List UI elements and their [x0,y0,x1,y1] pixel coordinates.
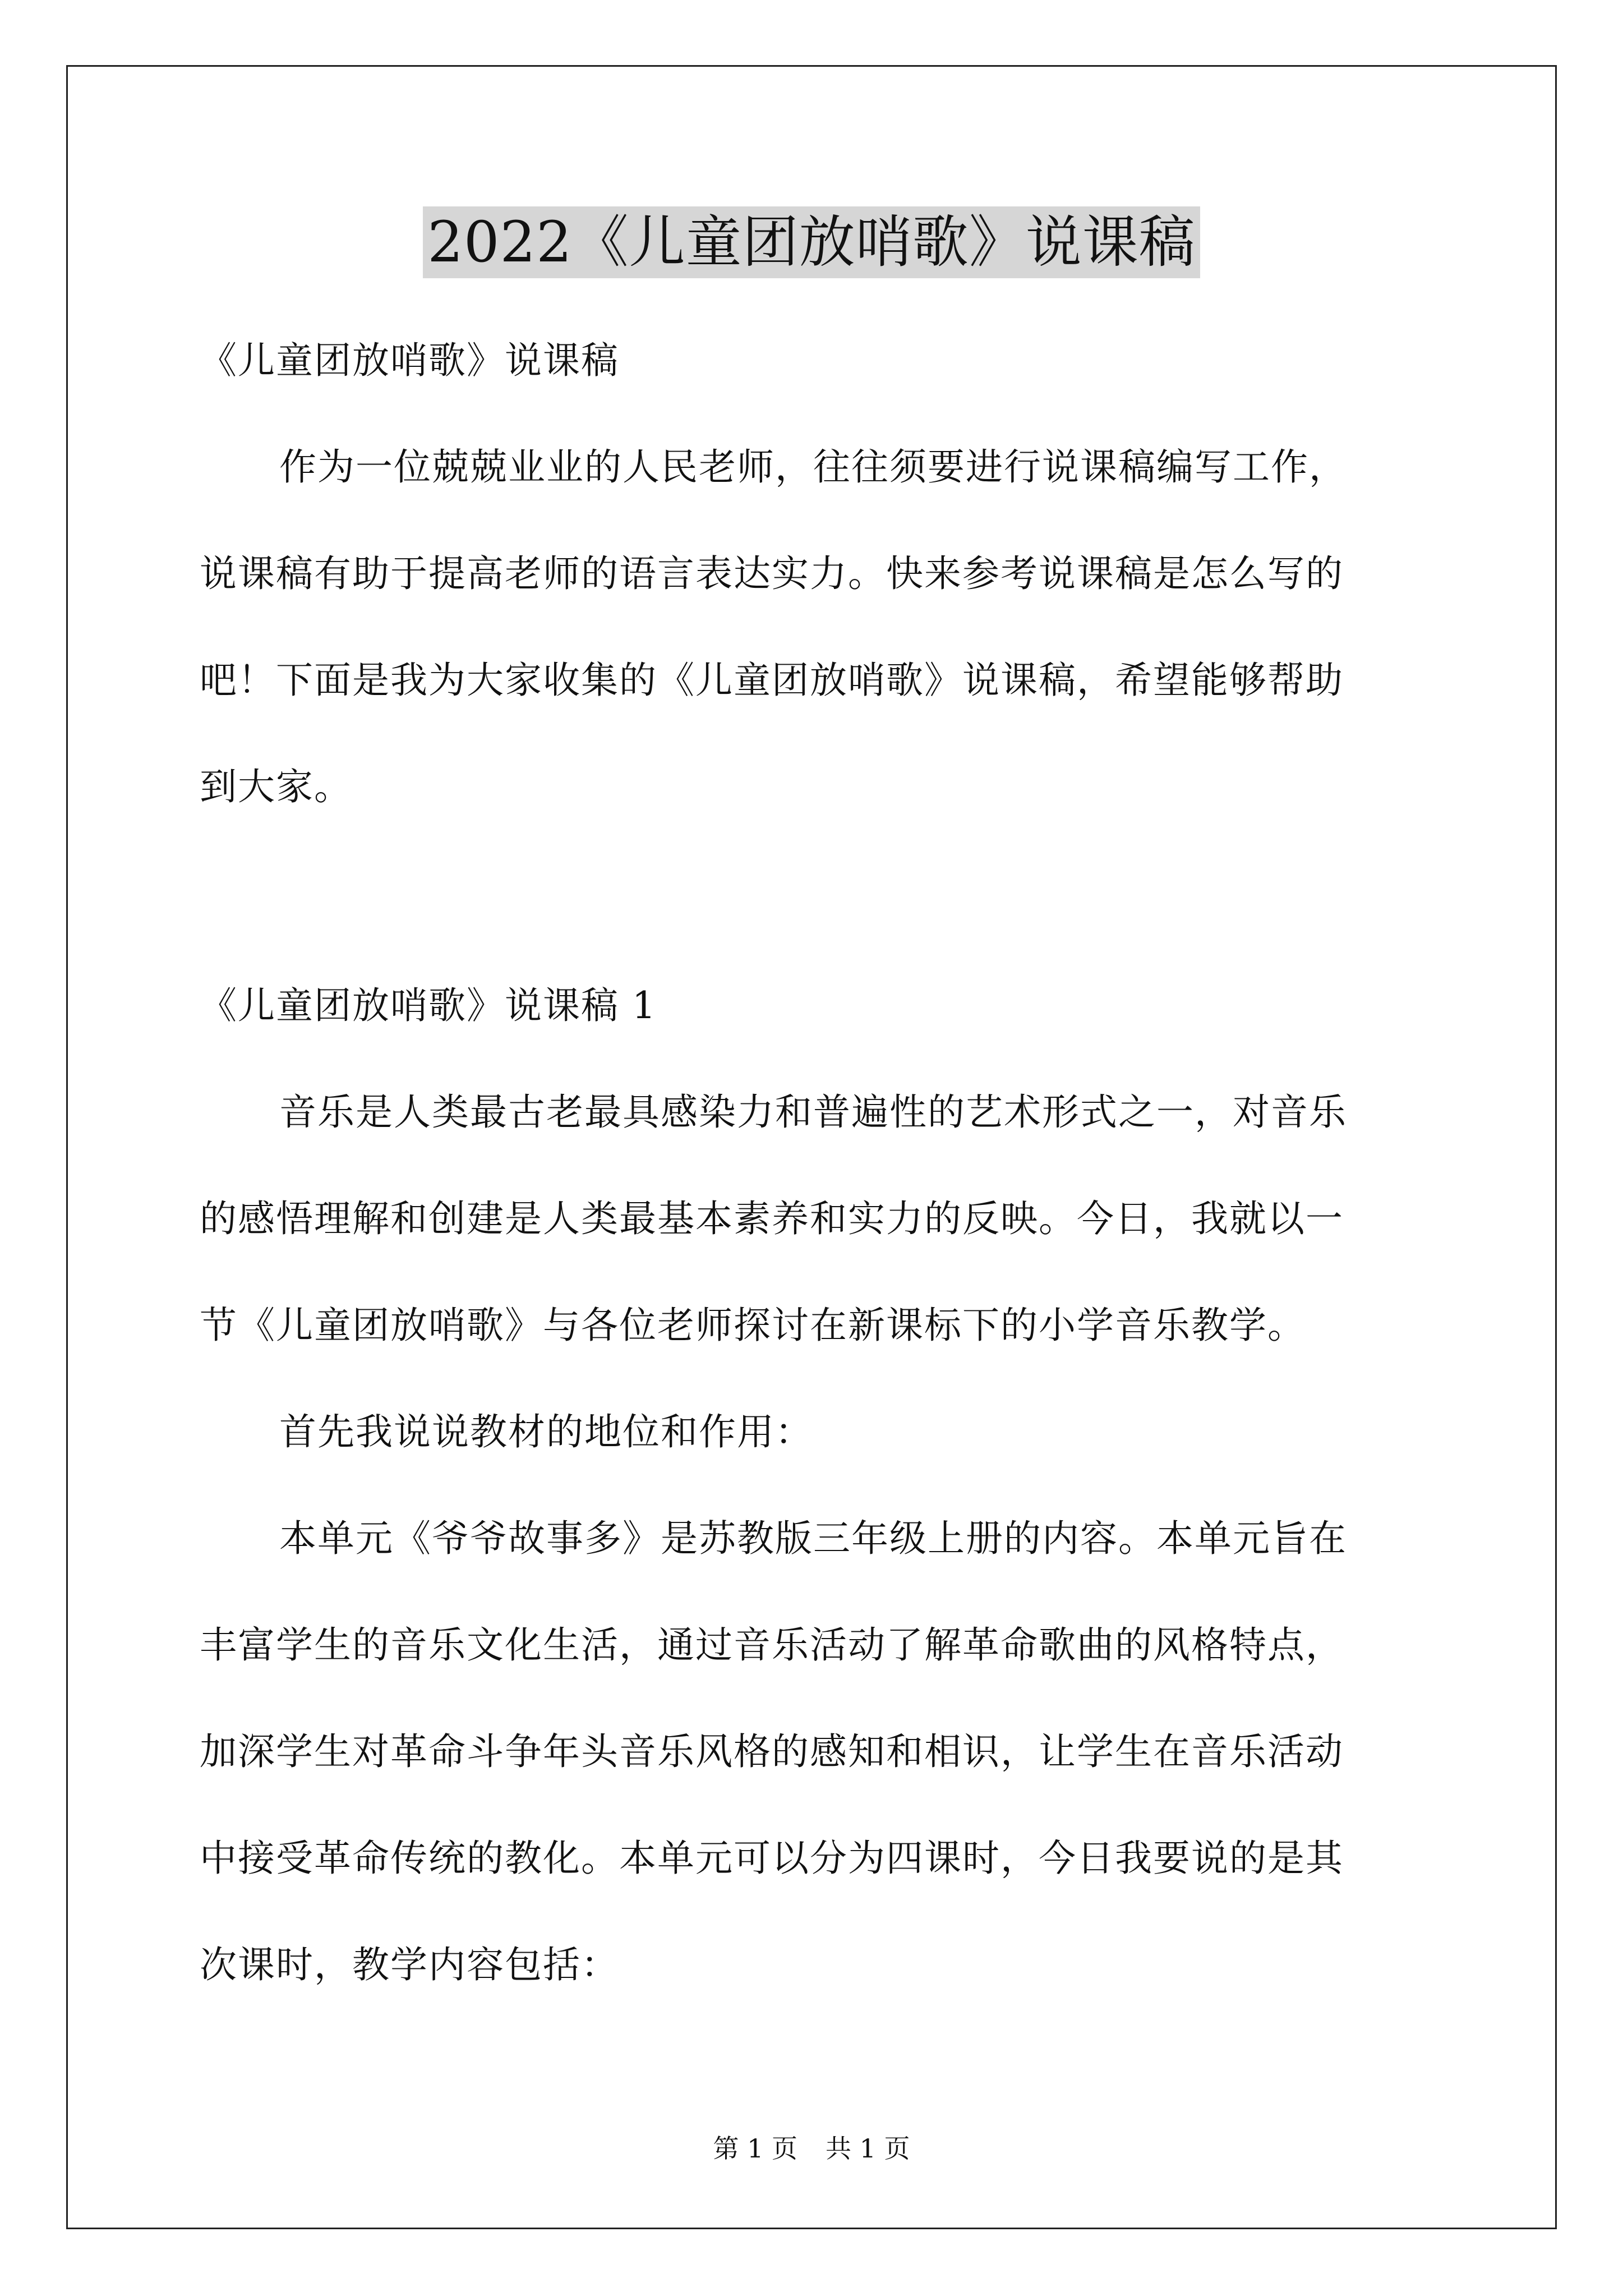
paragraph-gap [200,840,1428,953]
page-footer [0,2132,1623,2165]
intro-line: 作为一位兢兢业业的人民老师，往往须要进行说课稿编写工作， [279,445,1347,489]
intro-line: 到大家。 [200,765,352,808]
intro-line: 说课稿有助于提高老师的语言表达实力。快来参考说课稿是怎么写的 [200,552,1344,595]
intro-line: 吧！下面是我为大家收集的《儿童团放哨歌》说课稿，希望能够帮助 [200,659,1344,702]
document-title: 2022《儿童团放哨歌》说课稿 [423,206,1200,278]
title-container [0,206,1623,278]
paragraph-line: 次课时，教学内容包括： [200,1943,619,1986]
paragraph-line: 节《儿童团放哨歌》与各位老师探讨在新课标下的小学音乐教学。 [200,1304,1306,1347]
section-heading: 《儿童团放哨歌》说课稿 1 [200,984,657,1027]
document-body [200,307,1428,2018]
document-subtitle: 《儿童团放哨歌》说课稿 [200,339,619,382]
paragraph-line: 的感悟理解和创建是人类最基本素养和实力的反映。今日，我就以一 [200,1197,1344,1240]
paragraph-line: 丰富学生的音乐文化生活，通过音乐活动了解革命歌曲的风格特点， [200,1623,1344,1667]
paragraph-line: 中接受革命传统的教化。本单元可以分为四课时，今日我要说的是其 [200,1837,1344,1880]
paragraph-line: 音乐是人类最古老最具感染力和普遍性的艺术形式之一，对音乐 [279,1091,1347,1134]
page-total: 共 1 页 [826,2133,910,2164]
paragraph-line: 加深学生对革命斗争年头音乐风格的感知和相识，让学生在音乐活动 [200,1730,1344,1773]
paragraph-line: 首先我说说教材的地位和作用： [279,1410,813,1453]
page-number: 第 1 页 [713,2133,797,2164]
paragraph-line: 本单元《爷爷故事多》是苏教版三年级上册的内容。本单元旨在 [279,1517,1347,1560]
